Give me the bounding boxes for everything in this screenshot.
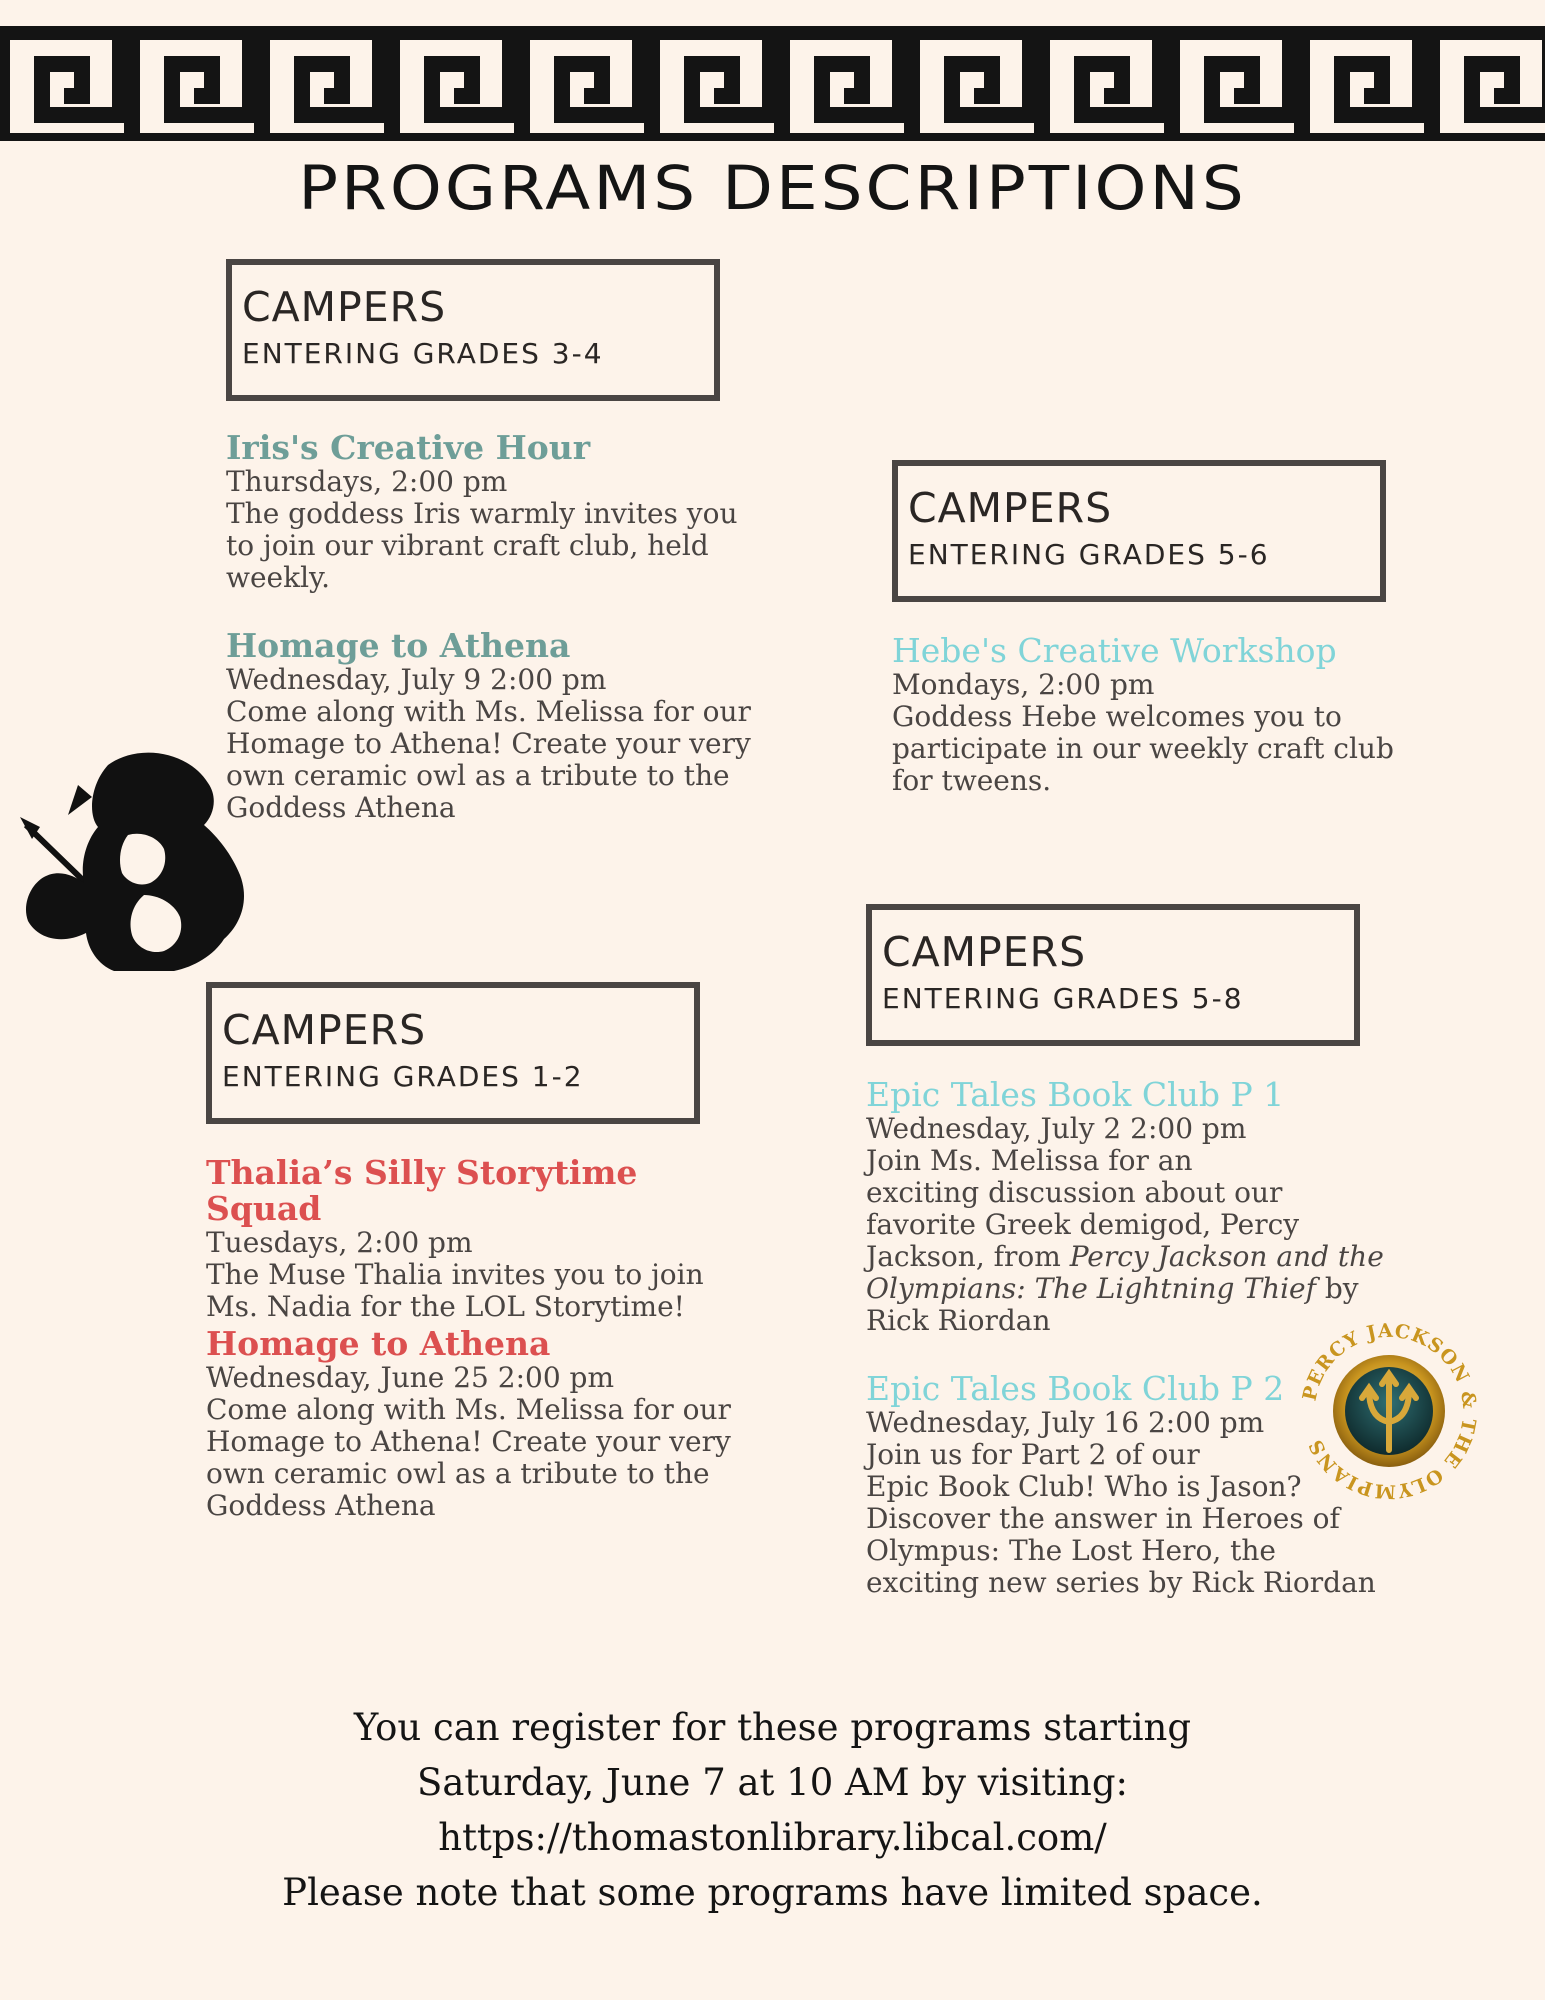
program-homage-to-athena-g34 bbox=[226, 628, 766, 824]
greek-key-segment bbox=[2, 32, 120, 135]
program-time: Tuesdays, 2:00 pm bbox=[206, 1226, 473, 1259]
section-header-line1: CAMPERS bbox=[242, 283, 447, 331]
section-header-line2: ENTERING GRADES 3-4 bbox=[242, 337, 604, 370]
program-name: Iris's Creative Hour bbox=[226, 428, 591, 467]
section-header-grades-5-6 bbox=[892, 460, 1386, 602]
program-name: Epic Tales Book Club P 2 bbox=[866, 1369, 1285, 1408]
greek-key-baseline bbox=[0, 133, 1545, 141]
greek-key-segment bbox=[1432, 32, 1545, 135]
greek-key-segment bbox=[782, 32, 900, 135]
greek-key-segment bbox=[522, 32, 640, 135]
program-description: Goddess Hebe welcomes you to participate in our weekly craft club for tweens. bbox=[892, 700, 1394, 797]
greek-key-segment bbox=[1302, 32, 1420, 135]
greek-key-segment bbox=[392, 32, 510, 135]
program-time: Thursdays, 2:00 pm bbox=[226, 465, 508, 498]
spartan-warrior-icon bbox=[18, 745, 253, 980]
program-description: The Muse Thalia invites you to join Ms. Nadia for the LOL Storytime! bbox=[206, 1258, 704, 1323]
program-description: Join us for Part 2 of our Epic Book Club! Who is Jason? Discover the answer in Heroes of Olympus: The Lost Hero, the exciting new series by Rick Riordan bbox=[866, 1438, 1376, 1599]
section-header-line1: CAMPERS bbox=[222, 1006, 427, 1054]
greek-key-segment bbox=[1042, 32, 1160, 135]
program-epic-tales-p1 bbox=[866, 1077, 1466, 1337]
program-time: Wednesday, June 25 2:00 pm bbox=[206, 1361, 615, 1394]
program-name: Hebe's Creative Workshop bbox=[892, 631, 1337, 670]
section-header-grades-1-2 bbox=[206, 982, 700, 1124]
greek-key-segment bbox=[652, 32, 770, 135]
section-header-line2: ENTERING GRADES 5-8 bbox=[882, 982, 1244, 1015]
program-description: The goddess Iris warmly invites you to join our vibrant craft club, held weekly. bbox=[226, 497, 738, 594]
section-header-line2: ENTERING GRADES 5-6 bbox=[908, 538, 1270, 571]
section-header-line2: ENTERING GRADES 1-2 bbox=[222, 1060, 584, 1093]
program-thalia-storytime bbox=[206, 1155, 726, 1323]
program-description: Come along with Ms. Melissa for our Homage to Athena! Create your very own ceramic owl as a tribute to the Goddess Athena bbox=[206, 1393, 731, 1522]
program-name: Homage to Athena bbox=[206, 1324, 551, 1363]
greek-key-segment bbox=[912, 32, 1030, 135]
program-name: Thalia’s Silly Storytime Squad bbox=[206, 1153, 638, 1228]
program-homage-to-athena-g12 bbox=[206, 1326, 746, 1522]
page-title: PROGRAMS DESCRIPTIONS bbox=[298, 153, 1247, 224]
percy-jackson-logo-icon bbox=[1296, 1318, 1482, 1504]
logo-ring-text: PERCY JACKSON & THE OLYMPIANS bbox=[1298, 1319, 1481, 1503]
program-time: Wednesday, July 2 2:00 pm bbox=[866, 1112, 1247, 1145]
program-description: Come along with Ms. Melissa for our Homage to Athena! Create your very own ceramic owl as a tribute to the Goddess Athena bbox=[226, 695, 751, 824]
program-time: Wednesday, July 9 2:00 pm bbox=[226, 663, 607, 696]
section-header-grades-5-8 bbox=[866, 904, 1360, 1046]
greek-key-border bbox=[0, 26, 1545, 141]
greek-key-segment bbox=[262, 32, 380, 135]
greek-key-segment bbox=[1172, 32, 1290, 135]
program-hebe-creative-workshop bbox=[892, 633, 1452, 797]
registration-link[interactable]: https://thomastonlibrary.libcal.com/ bbox=[438, 1816, 1107, 1859]
program-description: Join Ms. Melissa for an exciting discussion about our favorite Greek demigod, Percy Jackson, from Percy Jackson and the Olympians: The Lightning Thief by Rick Riordan bbox=[866, 1144, 1384, 1337]
section-header-line1: CAMPERS bbox=[908, 484, 1113, 532]
greek-key-segment bbox=[132, 32, 250, 135]
registration-info: You can register for these programs starting Saturday, June 7 at 10 AM by visiting: https://thomastonlibrary.libcal.com/ Please note that some programs have limited space. bbox=[0, 1700, 1545, 1920]
program-iris-creative-hour bbox=[226, 430, 746, 594]
program-time: Wednesday, July 16 2:00 pm bbox=[866, 1406, 1265, 1439]
program-time: Mondays, 2:00 pm bbox=[892, 668, 1155, 701]
section-header-grades-3-4 bbox=[226, 259, 720, 401]
section-header-line1: CAMPERS bbox=[882, 928, 1087, 976]
program-name: Epic Tales Book Club P 1 bbox=[866, 1075, 1285, 1114]
program-name: Homage to Athena bbox=[226, 626, 571, 665]
